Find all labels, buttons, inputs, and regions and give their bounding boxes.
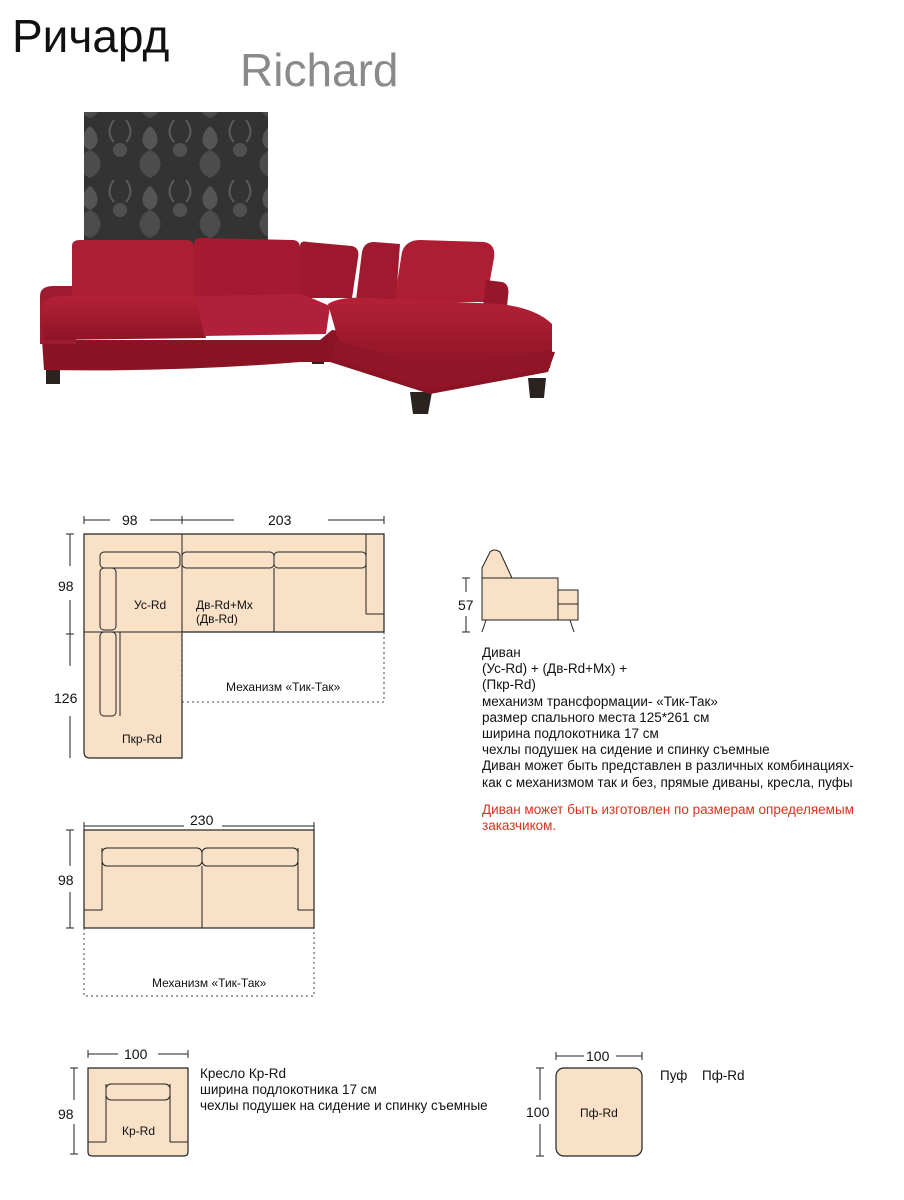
pouf-module-label: Пф-Rd (580, 1106, 618, 1120)
desc-line: (Ус-Rd) + (Дв-Rd+Мх) + (482, 661, 628, 677)
description-block (482, 645, 894, 791)
side-view-back (482, 550, 512, 578)
dim-corner-width-right: 203 (268, 512, 292, 528)
pouf-caption-a: Пуф (660, 1068, 688, 1083)
side-view-body (482, 578, 558, 620)
dim-armchair-width: 100 (124, 1046, 148, 1062)
desc-line: (Пкр-Rd) (482, 677, 536, 693)
dim-side-height: 57 (458, 597, 474, 613)
desc-line: Диван (482, 645, 521, 660)
armchair-module-label: Кр-Rd (122, 1124, 155, 1138)
note-line: заказчиком. (482, 818, 557, 834)
armchair-plan (88, 1068, 188, 1156)
dim-armchair-depth: 98 (58, 1106, 74, 1122)
straight-sofa-plan (84, 830, 314, 928)
armchair-description (200, 1066, 520, 1115)
page-subtitle: Richard (240, 44, 399, 96)
dim-straight-depth: 98 (58, 872, 74, 888)
desc-line: как с механизмом так и без, прямые диваны, кресла, пуфы (482, 774, 853, 790)
dim-pouf-depth: 100 (526, 1104, 550, 1120)
pouf-caption-b: Пф-Rd (702, 1068, 745, 1083)
desc-line: Диван может быть представлен в различных комбинациях- (482, 758, 854, 774)
custom-size-note (482, 802, 894, 834)
dim-corner-depth-bottom: 126 (54, 690, 78, 706)
module-label-double: Дв-Rd+Мх (196, 598, 253, 612)
armchair-line: Кресло Кр-Rd (200, 1066, 287, 1081)
armchair-line: чехлы подушек на сидение и спинку съемные (200, 1098, 488, 1114)
dim-pouf-width: 100 (586, 1048, 610, 1064)
page-title: Ричард (12, 10, 170, 62)
note-line: Диван может быть изготовлен по размерам определяемым (482, 802, 854, 817)
module-label-chaise: Пкр-Rd (122, 732, 162, 746)
module-label-corner: Ус-Rd (134, 598, 167, 612)
dim-corner-width-left: 98 (122, 512, 138, 528)
mechanism-label-straight: Механизм «Тик-Так» (152, 976, 267, 990)
module-label-double-alt: (Дв-Rd) (196, 612, 238, 626)
desc-line: чехлы подушек на сидение и спинку съемные (482, 742, 770, 758)
desc-line: размер спального места 125*261 см (482, 709, 710, 725)
armchair-line: ширина подлокотника 17 см (200, 1082, 377, 1098)
desc-line: механизм трансформации- «Тик-Так» (482, 693, 718, 709)
dim-straight-width: 230 (190, 812, 214, 828)
desc-line: ширина подлокотника 17 см (482, 726, 659, 742)
mechanism-label: Механизм «Тик-Так» (226, 680, 341, 694)
dim-corner-depth-top: 98 (58, 578, 74, 594)
